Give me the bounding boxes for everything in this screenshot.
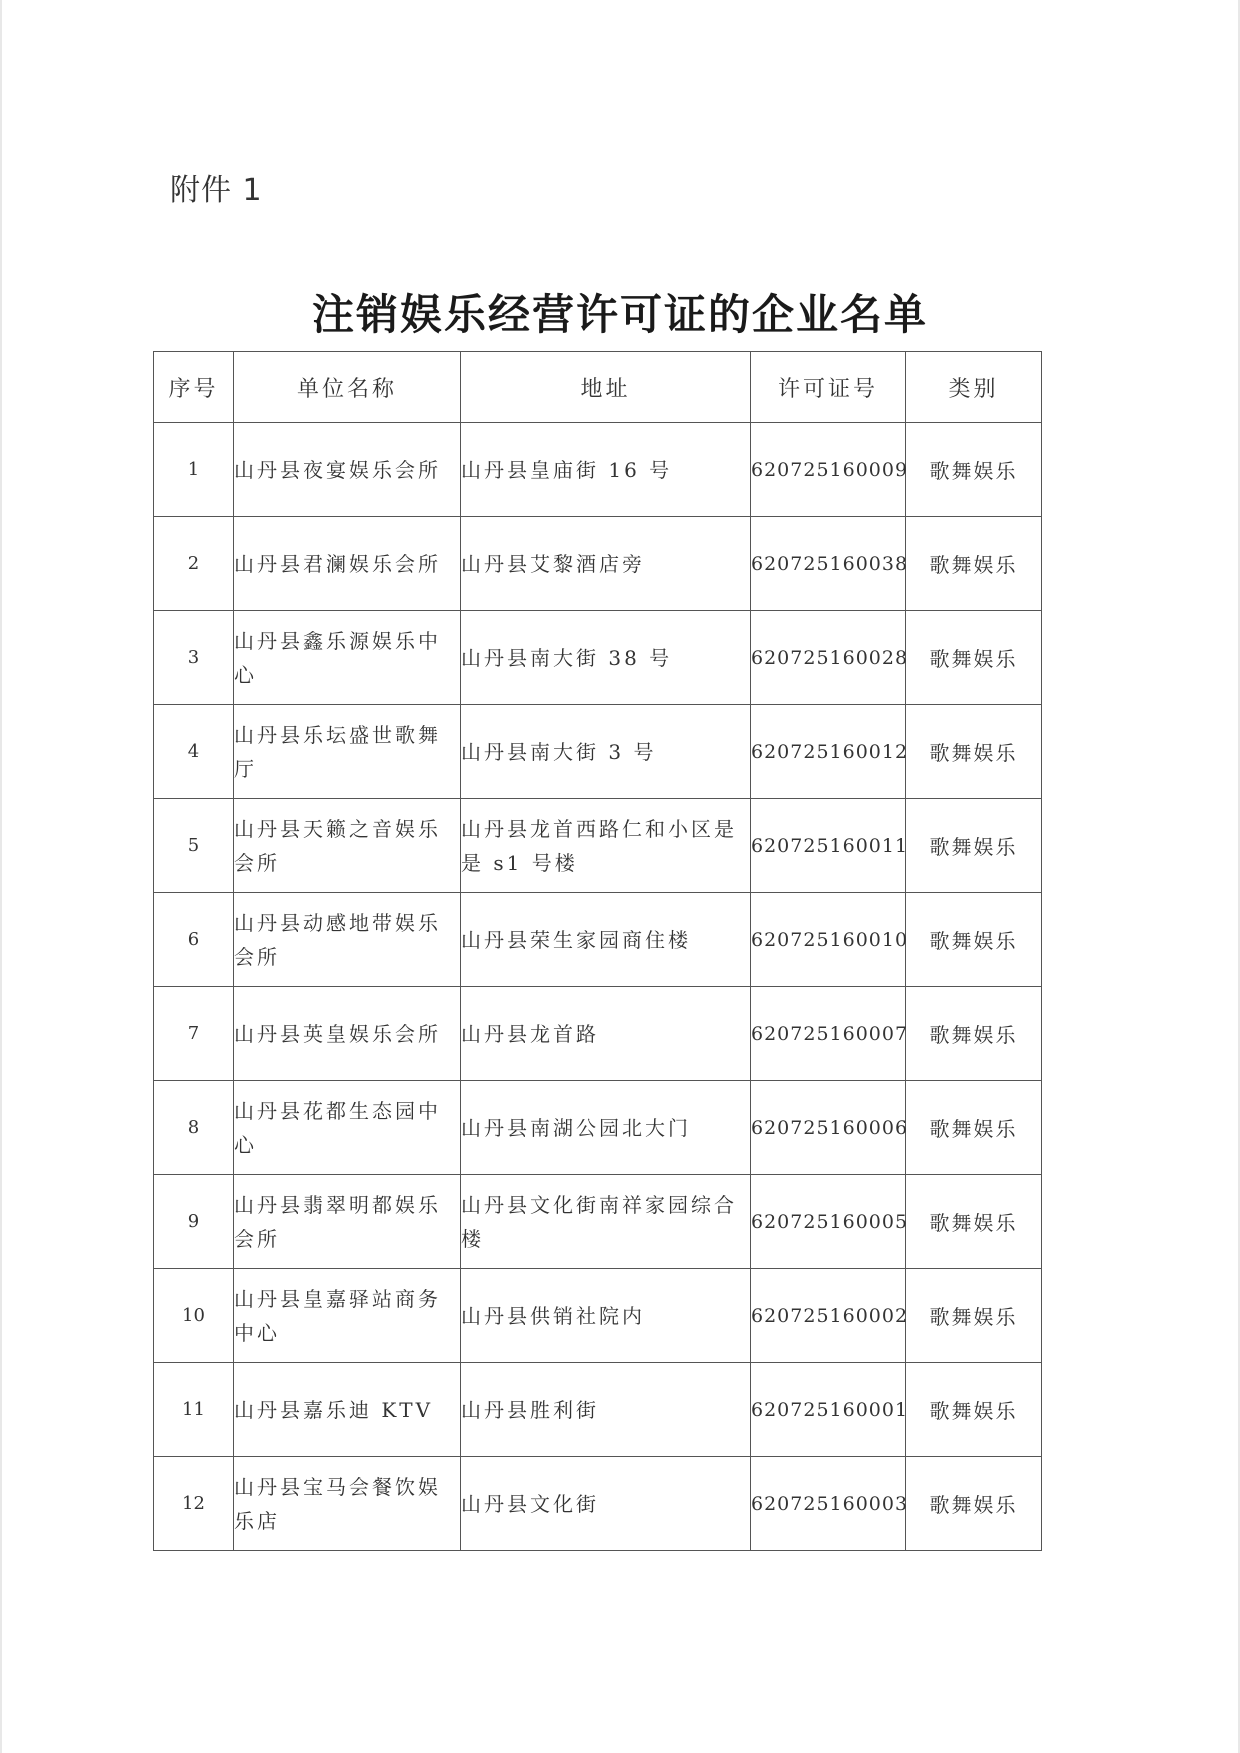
- row-category: 歌舞娱乐: [906, 517, 1042, 611]
- table-row: [154, 799, 1042, 893]
- row-address: 山丹县文化街南祥家园综合楼: [461, 1175, 751, 1269]
- row-address: 山丹县南湖公园北大门: [461, 1081, 751, 1175]
- row-category: 歌舞娱乐: [906, 987, 1042, 1081]
- row-license: 620725160012: [751, 705, 906, 799]
- row-address: 山丹县龙首西路仁和小区是是 s1 号楼: [461, 799, 751, 893]
- row-name: 山丹县动感地带娱乐会所: [234, 893, 461, 987]
- header-category: 类别: [906, 352, 1042, 423]
- row-no: 5: [154, 799, 234, 893]
- row-address: 山丹县艾黎酒店旁: [461, 517, 751, 611]
- row-no: 12: [154, 1457, 234, 1551]
- row-category: 歌舞娱乐: [906, 705, 1042, 799]
- row-no: 8: [154, 1081, 234, 1175]
- row-name: 山丹县花都生态园中心: [234, 1081, 461, 1175]
- row-name: 山丹县宝马会餐饮娱乐店: [234, 1457, 461, 1551]
- row-category: 歌舞娱乐: [906, 1457, 1042, 1551]
- row-name: 山丹县英皇娱乐会所: [234, 987, 461, 1081]
- row-no: 9: [154, 1175, 234, 1269]
- header-license: 许可证号: [751, 352, 906, 423]
- row-license: 620725160010: [751, 893, 906, 987]
- row-license: 620725160011: [751, 799, 906, 893]
- row-license: 620725160038: [751, 517, 906, 611]
- row-address: 山丹县荣生家园商住楼: [461, 893, 751, 987]
- row-name: 山丹县天籁之音娱乐会所: [234, 799, 461, 893]
- table-row: [154, 1175, 1042, 1269]
- table-row: [154, 1363, 1042, 1457]
- table-row: [154, 705, 1042, 799]
- row-license: 620725160002: [751, 1269, 906, 1363]
- row-category: 歌舞娱乐: [906, 799, 1042, 893]
- row-name: 山丹县皇嘉驿站商务中心: [234, 1269, 461, 1363]
- row-license: 620725160003: [751, 1457, 906, 1551]
- row-no: 11: [154, 1363, 234, 1457]
- row-license: 620725160009: [751, 423, 906, 517]
- row-name: 山丹县君澜娱乐会所: [234, 517, 461, 611]
- table-row: [154, 893, 1042, 987]
- row-no: 3: [154, 611, 234, 705]
- row-license: 620725160005: [751, 1175, 906, 1269]
- table-header-row: [154, 352, 1042, 423]
- table-row: [154, 1081, 1042, 1175]
- row-license: 620725160006: [751, 1081, 906, 1175]
- enterprise-table: [153, 351, 1042, 1551]
- page-title: 注销娱乐经营许可证的企业名单: [311, 290, 928, 339]
- row-license: 620725160001: [751, 1363, 906, 1457]
- row-no: 1: [154, 423, 234, 517]
- scan-edge-left: [0, 0, 2, 1753]
- row-license: 620725160028: [751, 611, 906, 705]
- header-address: 地址: [461, 352, 751, 423]
- row-no: 2: [154, 517, 234, 611]
- row-address: 山丹县供销社院内: [461, 1269, 751, 1363]
- row-category: 歌舞娱乐: [906, 893, 1042, 987]
- table-row: [154, 423, 1042, 517]
- row-no: 4: [154, 705, 234, 799]
- row-name: 山丹县嘉乐迪 KTV: [234, 1363, 461, 1457]
- table-row: [154, 1269, 1042, 1363]
- row-license: 620725160007: [751, 987, 906, 1081]
- row-address: 山丹县胜利街: [461, 1363, 751, 1457]
- row-name: 山丹县乐坛盛世歌舞厅: [234, 705, 461, 799]
- attachment-label: 附件 1: [170, 173, 263, 208]
- table-row: [154, 1457, 1042, 1551]
- row-category: 歌舞娱乐: [906, 1363, 1042, 1457]
- header-name: 单位名称: [234, 352, 461, 423]
- table-row: [154, 611, 1042, 705]
- row-category: 歌舞娱乐: [906, 423, 1042, 517]
- table-row: [154, 987, 1042, 1081]
- row-address: 山丹县皇庙街 16 号: [461, 423, 751, 517]
- row-name: 山丹县鑫乐源娱乐中心: [234, 611, 461, 705]
- table-row: [154, 517, 1042, 611]
- row-category: 歌舞娱乐: [906, 1269, 1042, 1363]
- row-no: 7: [154, 987, 234, 1081]
- row-no: 10: [154, 1269, 234, 1363]
- row-address: 山丹县龙首路: [461, 987, 751, 1081]
- row-address: 山丹县南大街 38 号: [461, 611, 751, 705]
- row-category: 歌舞娱乐: [906, 611, 1042, 705]
- row-category: 歌舞娱乐: [906, 1175, 1042, 1269]
- row-no: 6: [154, 893, 234, 987]
- row-name: 山丹县夜宴娱乐会所: [234, 423, 461, 517]
- row-address: 山丹县文化街: [461, 1457, 751, 1551]
- row-name: 山丹县翡翠明都娱乐会所: [234, 1175, 461, 1269]
- row-address: 山丹县南大街 3 号: [461, 705, 751, 799]
- row-category: 歌舞娱乐: [906, 1081, 1042, 1175]
- header-no: 序号: [154, 352, 234, 423]
